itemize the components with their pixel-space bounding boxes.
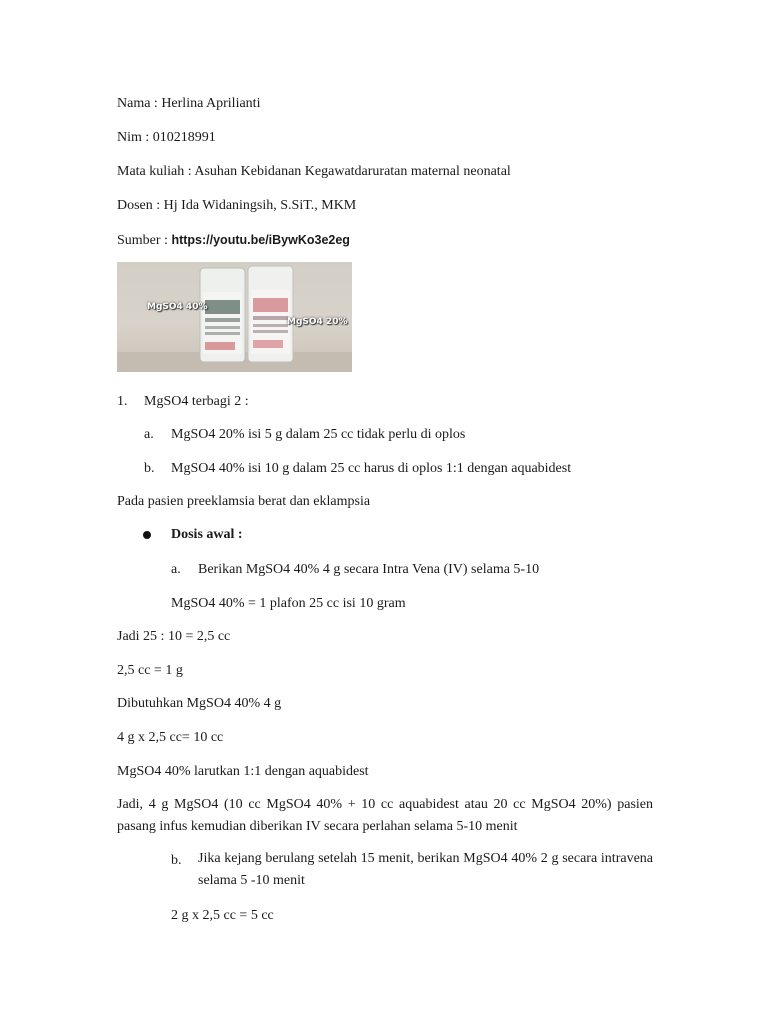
course-line: Mata kuliah : Asuhan Kebidanan Kegawatdaruratan maternal neonatal — [117, 164, 511, 179]
calc-paragraph: Jadi, 4 g MgSO4 (10 cc MgSO4 40% + 10 cc aquabidest atau 20 cc MgSO4 20%) pasien pasang infus kemudian diberikan IV secara perlahan selama 5-10 menit — [117, 797, 653, 834]
calc-line-5: MgSO4 40% larutkan 1:1 dengan aquabidest — [117, 764, 369, 779]
patient-intro: Pada pasien preeklamsia berat dan eklampsia — [117, 494, 371, 509]
dose-a-text: Berikan MgSO4 40% 4 g secara Intra Vena (IV) selama 5-10 — [198, 562, 540, 577]
sub-item-a-marker: a. — [144, 427, 154, 442]
dose-a-note: MgSO4 40% = 1 plafon 25 cc isi 10 gram — [171, 596, 406, 611]
sub-item-b-marker: b. — [144, 461, 155, 476]
calc-line-2: 2,5 cc = 1 g — [117, 663, 183, 678]
dose-a-marker: a. — [171, 562, 181, 577]
nim-line: Nim : 010218991 — [117, 130, 216, 145]
sub-item-a-text: MgSO4 20% isi 5 g dalam 25 cc tidak perlu di oplos — [171, 427, 466, 442]
bullet-dot — [143, 531, 151, 539]
source-line — [117, 231, 350, 250]
source-label: Sumber : — [117, 233, 168, 248]
calc-line-1: Jadi 25 : 10 = 2,5 cc — [117, 629, 231, 644]
name-line: Nama : Herlina Aprilianti — [117, 96, 261, 111]
sub-item-b-text: MgSO4 40% isi 10 g dalam 25 cc harus di oplos 1:1 dengan aquabidest — [171, 461, 572, 476]
item-b-text: Jika kejang berulang setelah 15 menit, berikan MgSO4 40% 2 g secara intravena selama 5 -10 menit — [198, 851, 653, 888]
photo-label-right: MgSO4 20% — [287, 317, 348, 327]
lecturer-line: Dosen : Hj Ida Widaningsih, S.SiT., MKM — [117, 198, 357, 213]
list-item-1-text: MgSO4 terbagi 2 : — [144, 394, 249, 409]
list-number-1: 1. — [117, 394, 128, 409]
source-link[interactable]: https://youtu.be/iBywKo3e2eg — [171, 233, 350, 247]
calc-line-3: Dibutuhkan MgSO4 40% 4 g — [117, 696, 282, 711]
item-b-marker: b. — [171, 853, 182, 868]
photo-label-left: MgSO4 40% — [147, 302, 208, 312]
mgso4-bottles-photo — [117, 262, 352, 372]
calc-line-4: 4 g x 2,5 cc= 10 cc — [117, 730, 224, 745]
initial-dose-heading: Dosis awal : — [171, 527, 243, 542]
item-b-calc: 2 g x 2,5 cc = 5 cc — [171, 908, 274, 923]
